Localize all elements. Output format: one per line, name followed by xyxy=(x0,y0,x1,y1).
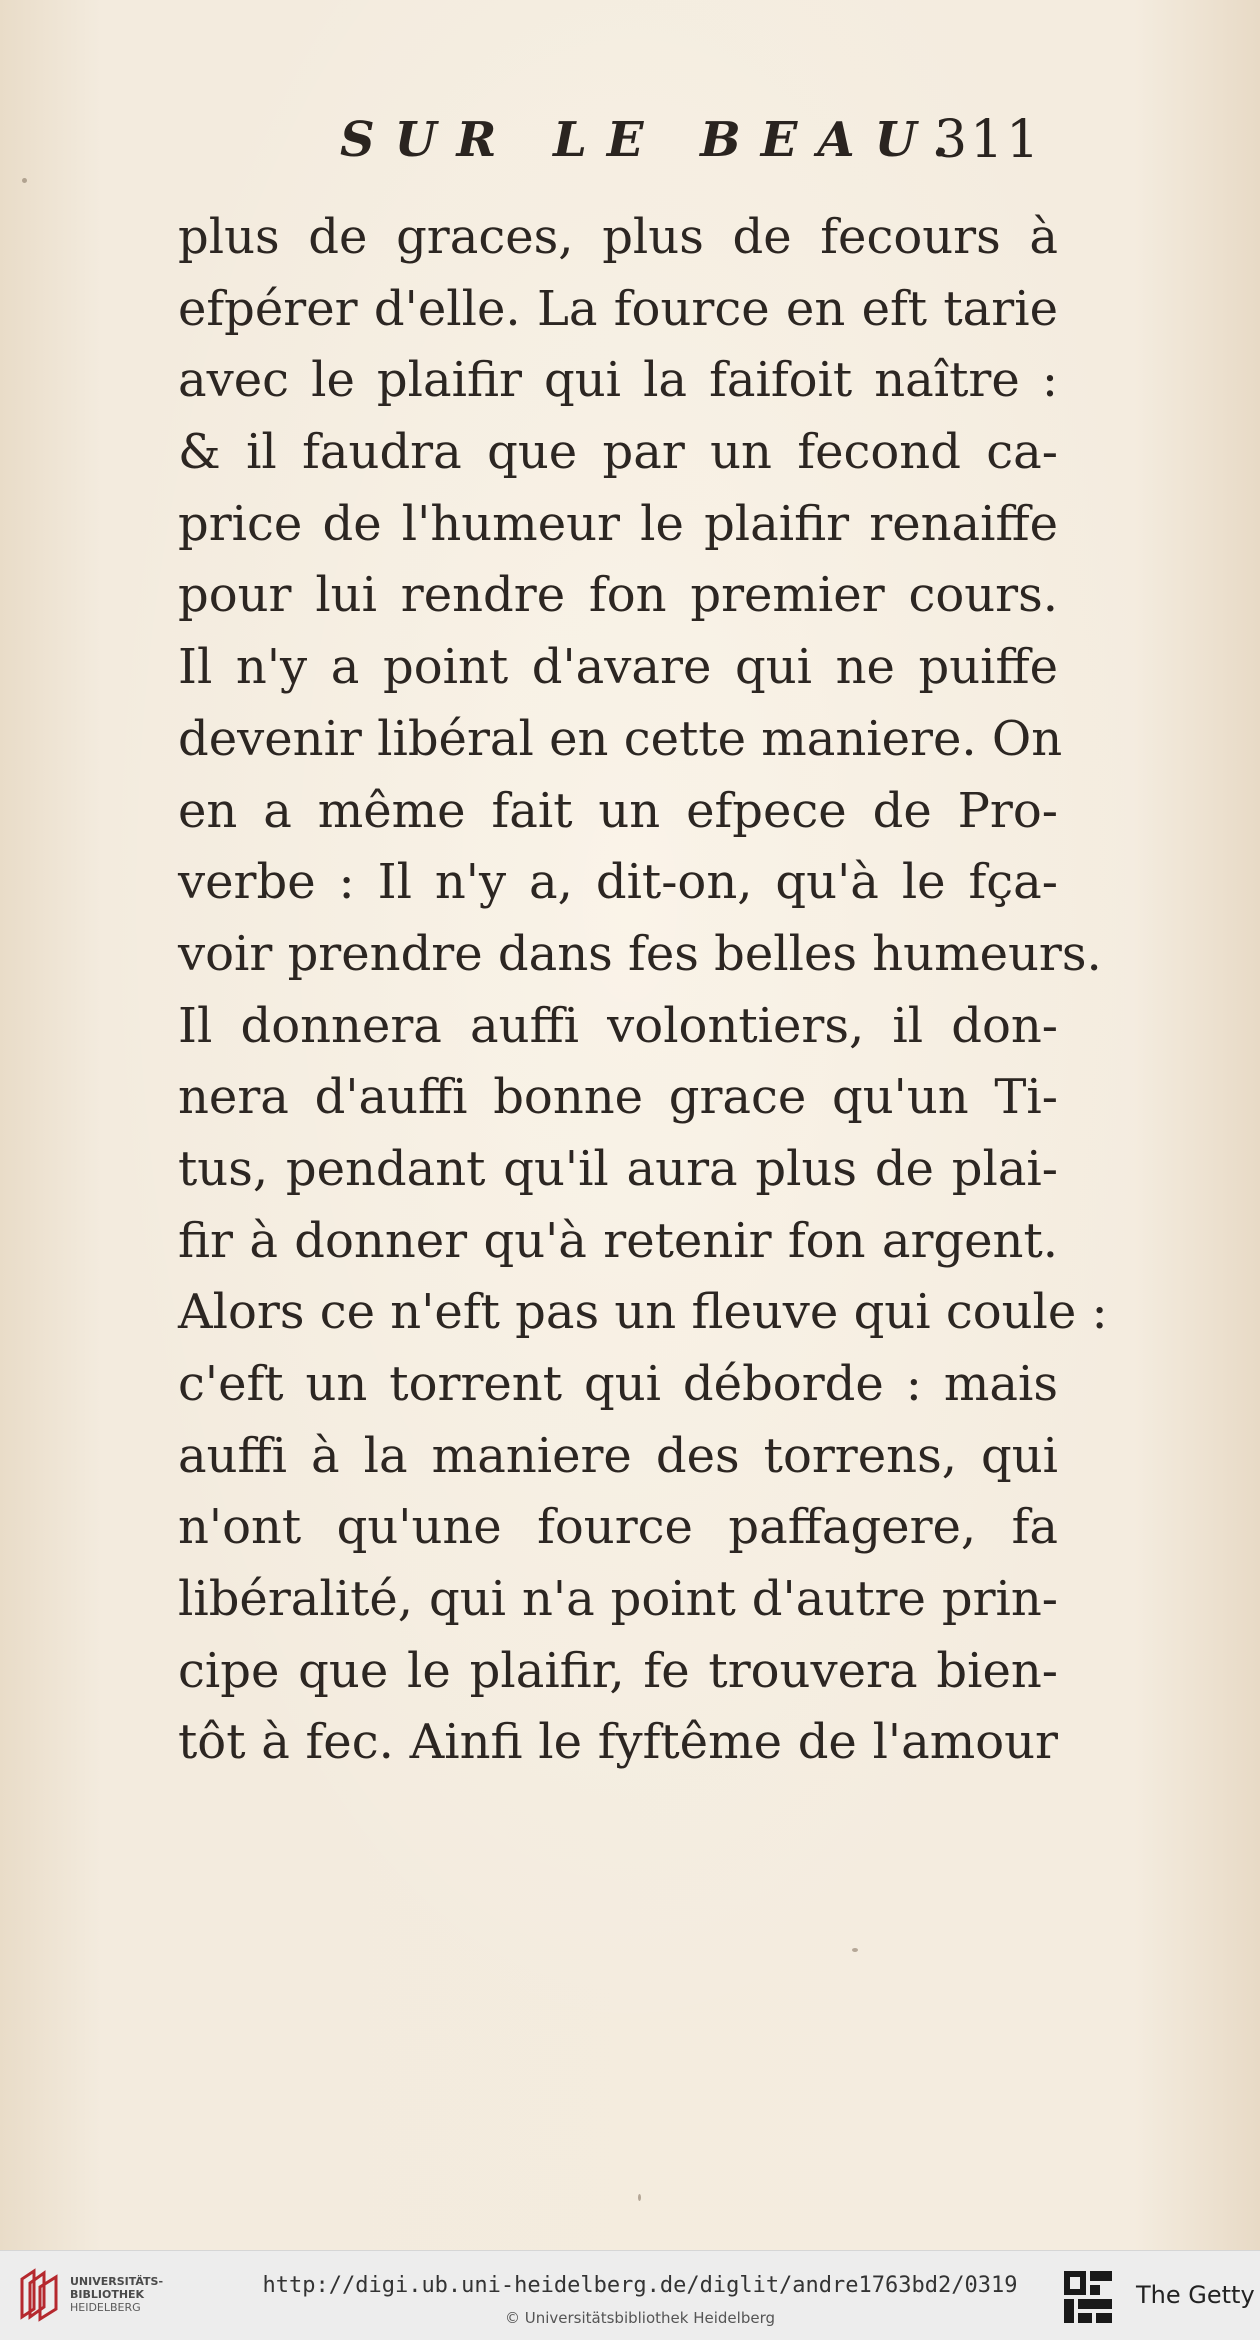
permalink-url[interactable]: http://digi.ub.uni-heidelberg.de/diglit/andre1763bd2/0319 xyxy=(262,2273,1018,2298)
text-line: verbe : Il n'y a, dit-on, qu'à le fça- xyxy=(178,854,1058,911)
text-line: Il n'y a point d'avare qui ne puiffe xyxy=(178,639,1058,696)
text-line: cipe que le plaifir, fe trouvera bien- xyxy=(178,1642,1058,1699)
paper-speck xyxy=(638,2194,641,2201)
text-line: & il faudra que par un fecond ca- xyxy=(178,424,1058,481)
text-line: n'ont qu'une fource paffagere, fa xyxy=(178,1499,1058,1556)
copyright-notice: © Universitätsbibliothek Heidelberg xyxy=(504,2309,775,2327)
paper-speck xyxy=(852,1948,858,1952)
body-text xyxy=(178,202,1108,1779)
library-logo-line: UNIVERSITÄTS- xyxy=(70,2275,164,2288)
text-line: tôt à fec. Ainfi le fyftême de l'amour xyxy=(178,1714,1058,1771)
text-line: pour lui rendre fon premier cours. xyxy=(178,567,1058,624)
text-line: nera d'auffi bonne grace qu'un Ti- xyxy=(178,1069,1058,1126)
text-line: auffi à la maniere des torrens, qui xyxy=(178,1427,1058,1484)
text-line: voir prendre dans fes belles humeurs. xyxy=(178,925,1102,982)
library-logo-line: HEIDELBERG xyxy=(70,2301,141,2314)
footer-bar xyxy=(0,2250,1260,2340)
text-line: efpérer d'elle. La fource en eft tarie xyxy=(178,280,1058,337)
text-line: fir à donner qu'à retenir fon argent. xyxy=(178,1212,1058,1269)
text-line: price de l'humeur le plaifir renaiffe xyxy=(178,495,1058,552)
text-line: en a même fait un efpece de Pro- xyxy=(178,782,1058,839)
text-line: c'eft un torrent qui déborde : mais xyxy=(178,1356,1058,1412)
text-line: plus de graces, plus de fecours à xyxy=(178,209,1058,265)
library-logo-line: BIBLIOTHEK xyxy=(70,2288,145,2301)
text-line: Alors ce n'eft pas un fleuve qui coule : xyxy=(178,1284,1108,1341)
text-line: Il donnera auffi volontiers, il don- xyxy=(178,997,1058,1054)
text-line: tus, pendant qu'il aura plus de plai- xyxy=(178,1140,1058,1197)
paper-speck xyxy=(22,178,27,183)
partner-name: The Getty xyxy=(1136,2281,1255,2309)
text-line: devenir libéral en cette maniere. On xyxy=(178,710,1063,767)
text-line: libéralité, qui n'a point d'autre prin- xyxy=(178,1571,1058,1628)
getty-logo-icon xyxy=(1062,2269,1114,2325)
text-line: avec le plaifir qui la faifoit naître : xyxy=(178,352,1058,409)
page-number: 311 xyxy=(934,110,1043,170)
running-head: SUR LE BEAU. xyxy=(340,112,969,168)
